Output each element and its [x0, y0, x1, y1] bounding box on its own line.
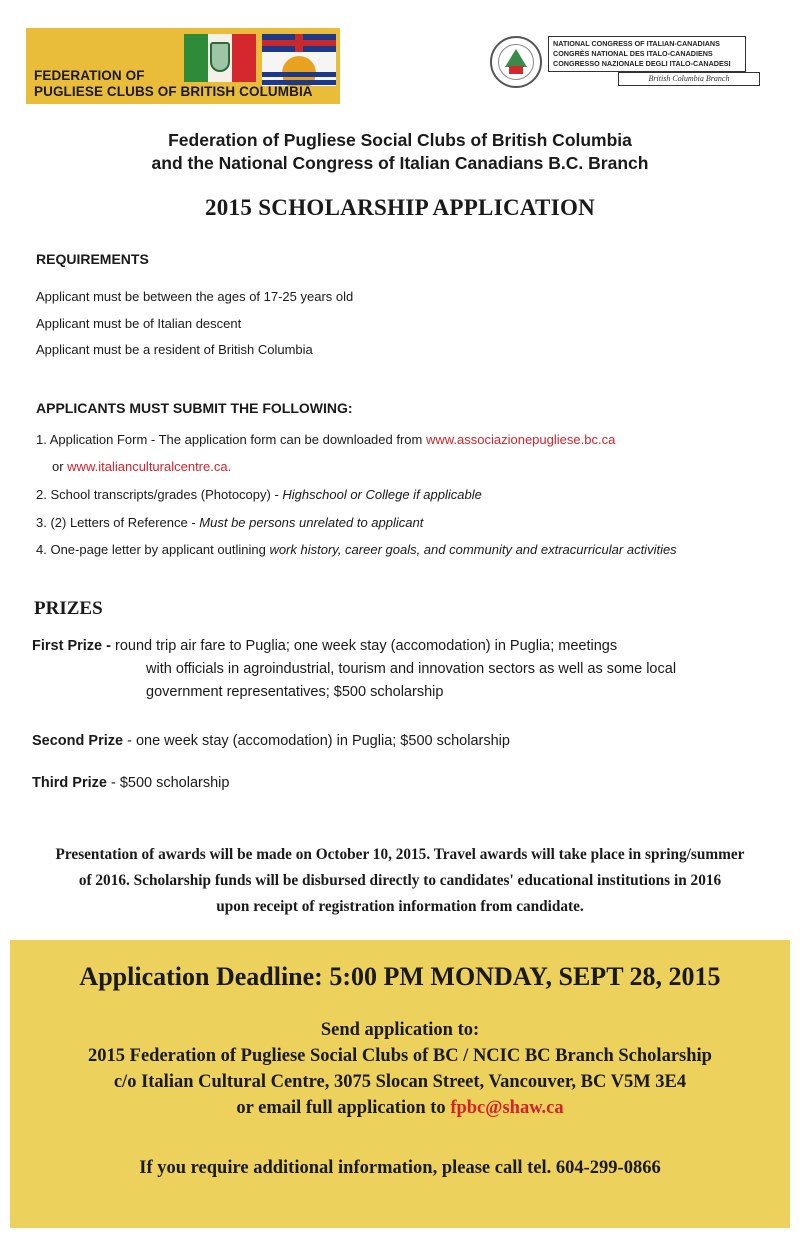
third-prize-text: - $500 scholarship — [106, 775, 230, 791]
puglia-flag-icon — [184, 34, 256, 82]
ncic-name-it: CONGRESSO NAZIONALE DEGLI ITALO-CANADESI — [553, 59, 731, 68]
submit-item-4 — [36, 542, 677, 557]
mailing-address-line1: 2015 Federation of Pugliese Social Clubs of BC / NCIC BC Branch Scholarship — [88, 1046, 712, 1066]
page-title: 2015 SCHOLARSHIP APPLICATION — [204, 195, 596, 220]
submit-item-2-note: Highschool or College if applicable — [282, 487, 482, 502]
submit-item-4-note: work history, career goals, and community and extracurricular activities — [269, 542, 677, 557]
org-title-line1: Federation of Pugliese Social Clubs of British Columbia — [168, 130, 632, 150]
org-title-line2: and the National Congress of Italian Canadians B.C. Branch — [151, 153, 649, 173]
submit-item-3 — [36, 515, 423, 530]
submit-item-1-or: or — [52, 459, 68, 474]
second-prize-text: - one week stay (accomodation) in Puglia; $500 scholarship — [123, 733, 510, 749]
awards-notice-line1: Presentation of awards will be made on October 10, 2015. Travel awards will take place in spring/summer — [55, 846, 745, 863]
submit-item-2 — [36, 487, 482, 502]
first-prize-line3: government representatives; $500 scholarship — [146, 684, 444, 700]
submit-item-1-text: 1. Application Form - The application form can be downloaded from — [36, 432, 426, 447]
ncic-branch-label: British Columbia Branch — [618, 72, 760, 86]
federation-logo — [26, 28, 340, 104]
deadline-title: Application Deadline: 5:00 PM MONDAY, SEPT 28, 2015 — [79, 962, 721, 991]
submit-item-1-cont — [52, 459, 231, 474]
requirement-item: Applicant must be between the ages of 17-25 years old — [36, 289, 354, 304]
second-prize — [32, 733, 510, 749]
submit-item-3-text: 3. (2) Letters of Reference - — [36, 515, 200, 530]
contact-info: If you require additional information, please call tel. 604-299-0866 — [139, 1158, 661, 1178]
requirement-item: Applicant must be a resident of British Columbia — [36, 342, 313, 357]
ncic-name-fr: CONGRÈS NATIONAL DES ITALO-CANADIENS — [553, 49, 713, 58]
federation-logo-line1: FEDERATION OF — [34, 68, 145, 83]
submit-item-2-text: 2. School transcripts/grades (Photocopy) - — [36, 487, 283, 502]
submit-item-3-note: Must be persons unrelated to applicant — [199, 515, 424, 530]
second-prize-label: Second Prize — [32, 733, 124, 749]
associazione-link[interactable]: www.associazionepugliese.bc.ca — [425, 432, 616, 447]
first-prize — [32, 638, 617, 654]
federation-logo-line2: PUGLIESE CLUBS OF BRITISH COLUMBIA — [34, 84, 313, 99]
awards-notice-line2: of 2016. Scholarship funds will be disbursed directly to candidates' educational institutions in 2016 — [78, 872, 722, 889]
first-prize-label: First Prize - — [32, 638, 111, 654]
first-prize-line2: with officials in agroindustrial, tourism and innovation sectors as well as some local — [146, 661, 677, 677]
send-label: Send application to: — [320, 1020, 480, 1040]
email-line — [10, 1098, 790, 1119]
email-prefix: or email full application to — [236, 1098, 451, 1118]
email-link[interactable]: fpbc@shaw.ca — [450, 1098, 564, 1118]
requirements-heading: REQUIREMENTS — [36, 251, 149, 267]
awards-notice-line3: upon receipt of registration information from candidate. — [216, 898, 584, 915]
requirement-item: Applicant must be of Italian descent — [36, 316, 242, 331]
deadline-box — [10, 940, 790, 1228]
ncic-seal-icon — [490, 36, 542, 88]
prizes-heading: PRIZES — [34, 598, 103, 619]
submit-item-1 — [36, 432, 615, 447]
ncic-logo — [488, 32, 764, 98]
italianculturalcentre-link[interactable]: www.italianculturalcentre.ca. — [67, 459, 232, 474]
third-prize — [32, 775, 229, 791]
ncic-name-en: NATIONAL CONGRESS OF ITALIAN-CANADIANS — [553, 39, 720, 48]
submit-heading: APPLICANTS MUST SUBMIT THE FOLLOWING: — [36, 400, 353, 416]
bc-flag-icon — [262, 34, 336, 86]
third-prize-label: Third Prize — [32, 775, 107, 791]
first-prize-text: round trip air fare to Puglia; one week stay (accomodation) in Puglia; meetings — [110, 638, 618, 654]
ncic-name-box — [548, 36, 746, 72]
submit-item-4-text: 4. One-page letter by applicant outlining — [36, 542, 270, 557]
mailing-address-line2: c/o Italian Cultural Centre, 3075 Slocan Street, Vancouver, BC V5M 3E4 — [113, 1072, 687, 1092]
